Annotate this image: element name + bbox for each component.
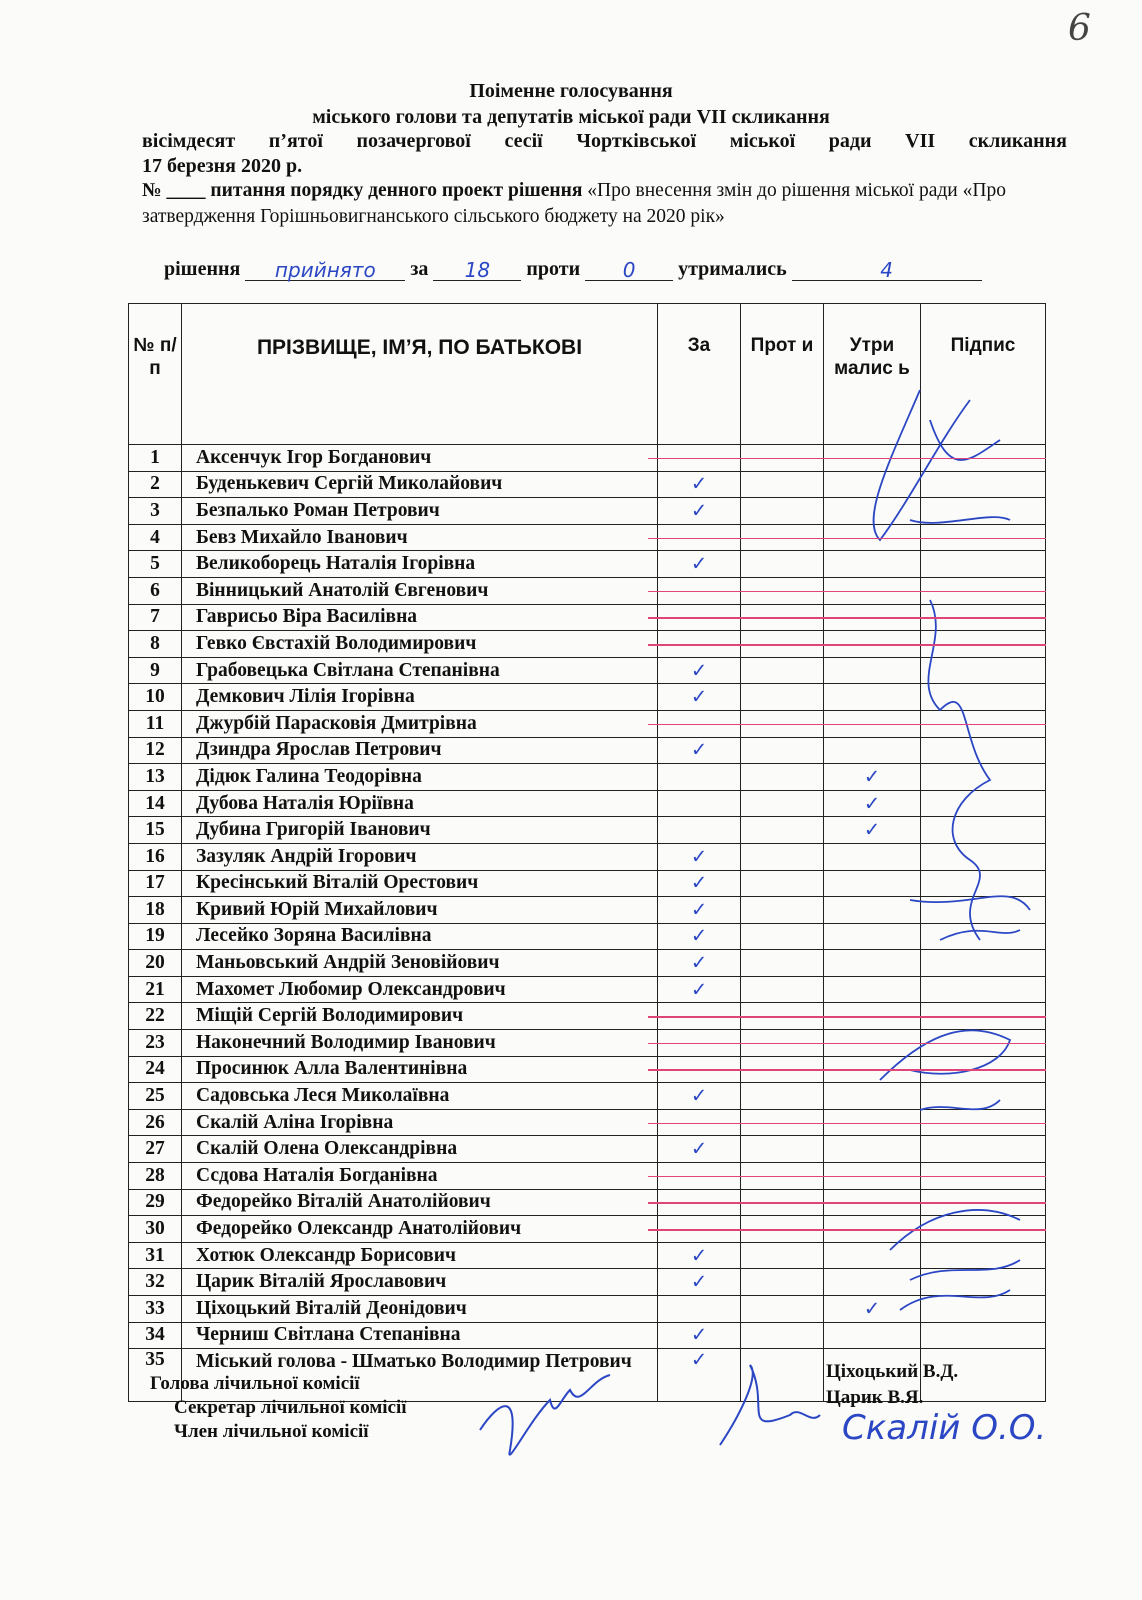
- row-name: Скалій Аліна Ігорівна: [182, 1109, 658, 1136]
- vote-za-cell: [658, 1296, 741, 1323]
- vote-proty-cell: [741, 1136, 824, 1163]
- row-number: 28: [129, 1163, 182, 1190]
- row-name: Дідюк Галина Теодорівна: [182, 764, 658, 791]
- row-name: Дубина Григорій Іванович: [182, 817, 658, 844]
- row-number: 4: [129, 524, 182, 551]
- check-mark-icon: ✓: [658, 843, 741, 870]
- row-number: 32: [129, 1269, 182, 1296]
- header-name: ПРІЗВИЩЕ, ІМ’Я, ПО БАТЬКОВІ: [182, 304, 658, 445]
- row-name: Кресінський Віталій Орестович: [182, 870, 658, 897]
- check-mark-icon: ✓: [658, 1136, 741, 1163]
- header-za: За: [658, 304, 741, 445]
- row-number: 34: [129, 1322, 182, 1349]
- member-label: Член лічильної комісії: [174, 1421, 369, 1442]
- vote-proty-cell: [741, 870, 824, 897]
- row-number: 10: [129, 684, 182, 711]
- question-prefix: № ____ питання порядку денного проект рішення: [142, 180, 583, 201]
- decision-line: [164, 258, 982, 281]
- check-mark-icon: ✓: [658, 923, 741, 950]
- vote-proty-cell: [741, 1242, 824, 1269]
- absent-strike-line: [648, 1229, 1047, 1231]
- check-mark-icon: ✓: [824, 817, 921, 844]
- row-name: Садовська Леся Миколаївна: [182, 1083, 658, 1110]
- header-num: № п/п: [129, 304, 182, 445]
- check-mark-icon: ✓: [824, 790, 921, 817]
- row-name: Черниш Світлана Степанівна: [182, 1322, 658, 1349]
- abstained-value: 4: [792, 258, 982, 281]
- row-number: 14: [129, 790, 182, 817]
- row-name: Міщій Сергій Володимирович: [182, 1003, 658, 1030]
- row-number: 31: [129, 1242, 182, 1269]
- absent-strike-line: [648, 1123, 1047, 1125]
- row-number: 25: [129, 1083, 182, 1110]
- row-name: Великоборець Наталія Ігорівна: [182, 551, 658, 578]
- absent-strike-line: [648, 1202, 1047, 1204]
- vote-proty-cell: [741, 817, 824, 844]
- vote-proty-cell: [741, 1269, 824, 1296]
- check-mark-icon: ✓: [658, 471, 741, 498]
- absent-strike-line: [648, 1043, 1047, 1045]
- check-mark-icon: ✓: [658, 737, 741, 764]
- row-number: 3: [129, 498, 182, 525]
- check-mark-icon: ✓: [658, 1242, 741, 1269]
- row-name: Махомет Любомир Олександрович: [182, 976, 658, 1003]
- row-name: Ціхоцький Віталій Деонідович: [182, 1296, 658, 1323]
- check-mark-icon: ✓: [658, 1083, 741, 1110]
- secretary-name: Царик В.Я.: [826, 1387, 924, 1408]
- check-mark-icon: ✓: [658, 1349, 741, 1402]
- vote-za-cell: [658, 790, 741, 817]
- secretary-signature: [700, 1355, 830, 1455]
- decision-label: рішення: [164, 258, 241, 280]
- decision-value: прийнято: [245, 258, 405, 281]
- row-number: 13: [129, 764, 182, 791]
- absent-strike-line: [648, 1176, 1047, 1178]
- absent-strike-line: [648, 458, 1047, 460]
- row-number: 33: [129, 1296, 182, 1323]
- row-number: 27: [129, 1136, 182, 1163]
- row-number: 6: [129, 577, 182, 604]
- row-name: Просинюк Алла Валентинівна: [182, 1056, 658, 1083]
- vote-za-cell: [658, 764, 741, 791]
- row-number: 26: [129, 1109, 182, 1136]
- row-name: Лесейко Зоряна Василівна: [182, 923, 658, 950]
- vote-proty-cell: [741, 498, 824, 525]
- secretary-label: Секретар лічильної комісії: [174, 1397, 407, 1418]
- vote-proty-cell: [741, 843, 824, 870]
- row-name: Гевко Євстахій Володимирович: [182, 631, 658, 658]
- check-mark-icon: ✓: [658, 551, 741, 578]
- vote-proty-cell: [741, 1083, 824, 1110]
- row-number: 21: [129, 976, 182, 1003]
- row-name: Безпалько Роман Петрович: [182, 498, 658, 525]
- question-text: «Про внесення змін до рішення міської ради «Про затвердження Горішньовигнанського сільського бюджету на 2020 рік»: [142, 180, 1006, 227]
- check-mark-icon: ✓: [658, 684, 741, 711]
- check-mark-icon: ✓: [658, 976, 741, 1003]
- chair-label: Голова лічильної комісії: [150, 1373, 360, 1394]
- row-name: Наконечний Володимир Іванович: [182, 1030, 658, 1057]
- row-name: Царик Віталій Ярославович: [182, 1269, 658, 1296]
- agenda-question: [142, 178, 1072, 230]
- vote-proty-cell: [741, 1322, 824, 1349]
- document-subtitle: міського голови та депутатів міської ради VІІ скликання: [312, 106, 830, 128]
- page-number: 6: [1068, 8, 1091, 49]
- row-name: Хотюк Олександр Борисович: [182, 1242, 658, 1269]
- session-date: 17 березня 2020 р.: [142, 155, 303, 177]
- absent-strike-line: [648, 538, 1047, 540]
- absent-strike-line: [648, 724, 1047, 726]
- row-name: Зазуляк Андрій Ігорович: [182, 843, 658, 870]
- check-mark-icon: ✓: [658, 897, 741, 924]
- absent-strike-line: [648, 617, 1047, 619]
- row-number: 35: [129, 1349, 182, 1402]
- header-proty: Прот и: [741, 304, 824, 445]
- row-number: 9: [129, 657, 182, 684]
- row-number: 2: [129, 471, 182, 498]
- vote-proty-cell: [741, 923, 824, 950]
- row-name: Демкович Лілія Ігорівна: [182, 684, 658, 711]
- vote-proty-cell: [741, 737, 824, 764]
- document-title: Поіменне голосування: [469, 80, 673, 102]
- row-number: 5: [129, 551, 182, 578]
- vote-proty-cell: [741, 657, 824, 684]
- row-number: 7: [129, 604, 182, 631]
- absent-strike-line: [648, 644, 1047, 646]
- check-mark-icon: ✓: [658, 498, 741, 525]
- row-name: Гаврисьо Віра Василівна: [182, 604, 658, 631]
- row-name: Бевз Михайло Іванович: [182, 524, 658, 551]
- vote-proty-cell: [741, 551, 824, 578]
- row-number: 8: [129, 631, 182, 658]
- member-name-handwritten: Скалій О.О.: [842, 1408, 1047, 1448]
- vote-proty-cell: [741, 897, 824, 924]
- session-line: вісімдесят п’ятої позачергової сесії Чортківської міської ради VІІ скликання: [142, 130, 1067, 152]
- row-number: 16: [129, 843, 182, 870]
- row-number: 22: [129, 1003, 182, 1030]
- row-name: Федорейко Віталій Анатолійович: [182, 1189, 658, 1216]
- check-mark-icon: ✓: [658, 950, 741, 977]
- row-name: Міський голова - Шматько Володимир Петрович: [182, 1349, 658, 1402]
- for-value: 18: [433, 258, 521, 281]
- header-pidpys: Підпис: [921, 304, 1046, 445]
- absent-strike-line: [648, 1069, 1047, 1071]
- absent-strike-line: [648, 1016, 1047, 1018]
- for-label: за: [410, 258, 429, 280]
- vote-proty-cell: [741, 471, 824, 498]
- check-mark-icon: ✓: [824, 1296, 921, 1323]
- against-label: проти: [526, 258, 581, 280]
- abstained-label: утримались: [678, 258, 787, 280]
- row-name: Буденькевич Сергій Миколайович: [182, 471, 658, 498]
- row-number: 18: [129, 897, 182, 924]
- check-mark-icon: ✓: [658, 870, 741, 897]
- row-name: Скалій Олена Олександрівна: [182, 1136, 658, 1163]
- vote-proty-cell: [741, 764, 824, 791]
- row-number: 12: [129, 737, 182, 764]
- row-name: Грабовецька Світлана Степанівна: [182, 657, 658, 684]
- row-name: Аксенчук Ігор Богданович: [182, 445, 658, 472]
- vote-proty-cell: [741, 1296, 824, 1323]
- row-name: Вінницький Анатолій Євгенович: [182, 577, 658, 604]
- check-mark-icon: ✓: [658, 1269, 741, 1296]
- row-name: Дубова Наталія Юріївна: [182, 790, 658, 817]
- vote-proty-cell: [741, 950, 824, 977]
- signature-column-scribbles: [850, 380, 1040, 1340]
- check-mark-icon: ✓: [658, 1322, 741, 1349]
- row-number: 15: [129, 817, 182, 844]
- row-name: Кривий Юрій Михайлович: [182, 897, 658, 924]
- vote-proty-cell: [741, 976, 824, 1003]
- row-number: 20: [129, 950, 182, 977]
- check-mark-icon: ✓: [824, 764, 921, 791]
- row-number: 24: [129, 1056, 182, 1083]
- row-number: 19: [129, 923, 182, 950]
- check-mark-icon: ✓: [658, 657, 741, 684]
- row-name: Маньовський Андрій Зеновійович: [182, 950, 658, 977]
- vote-za-cell: [658, 817, 741, 844]
- chair-name: Ціхоцький В.Д.: [826, 1361, 959, 1382]
- vote-proty-cell: [741, 684, 824, 711]
- vote-proty-cell: [741, 790, 824, 817]
- row-number: 1: [129, 445, 182, 472]
- row-name: Федорейко Олександр Анатолійович: [182, 1216, 658, 1243]
- against-value: 0: [585, 258, 673, 281]
- row-number: 23: [129, 1030, 182, 1057]
- row-number: 29: [129, 1189, 182, 1216]
- header-utrymalys: Утри малис ь: [824, 304, 921, 445]
- row-number: 11: [129, 710, 182, 737]
- row-name: Дзиндра Ярослав Петрович: [182, 737, 658, 764]
- row-name: Ссдова Наталія Богданівна: [182, 1163, 658, 1190]
- row-name: Джурбій Парасковія Дмитрівна: [182, 710, 658, 737]
- absent-strike-line: [648, 591, 1047, 593]
- row-number: 30: [129, 1216, 182, 1243]
- row-number: 17: [129, 870, 182, 897]
- chair-signature: [470, 1360, 630, 1480]
